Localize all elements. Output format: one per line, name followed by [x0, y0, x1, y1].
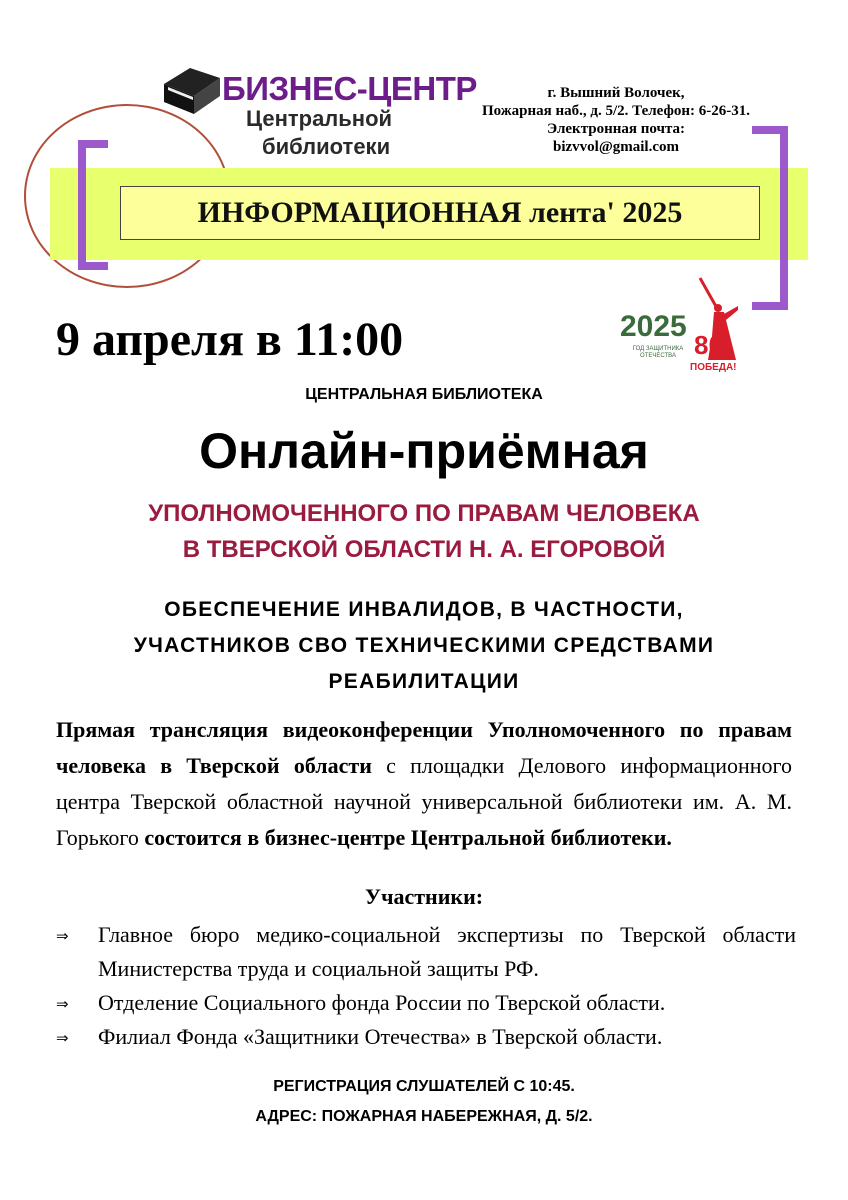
- body-normal-1: с площадки Делового информационного центра Тверской областной научной универсальной библиотеки им. А. М. Горького: [56, 753, 792, 850]
- contacts-email-label: Электронная почта:: [547, 121, 685, 137]
- logo-subtitle-line2: библиотеки: [262, 134, 391, 159]
- body-paragraph: [56, 712, 792, 856]
- subtitle-line1: УПОЛНОМОЧЕННОГО ПО ПРАВАМ ЧЕЛОВЕКА: [148, 500, 700, 527]
- topic-line1: ОБЕСПЕЧЕНИЕ ИНВАЛИДОВ, В ЧАСТНОСТИ,: [164, 598, 684, 621]
- emblem-80: 80: [694, 330, 723, 360]
- arrow-right-icon: ⇒: [56, 927, 69, 945]
- subtitle-line2: В ТВЕРСКОЙ ОБЛАСТИ Н. А. ЕГОРОВОЙ: [182, 536, 666, 563]
- event-subtitle: [0, 496, 848, 568]
- page-title: Онлайн-приёмная: [199, 423, 649, 479]
- contacts-email: bizvvol@gmail.com: [552, 139, 680, 155]
- arrow-right-icon: ⇒: [56, 995, 69, 1013]
- left-bracket: [78, 140, 108, 270]
- contacts-city: г. Вышний Волочек,: [547, 85, 685, 101]
- arrow-right-icon: ⇒: [56, 1029, 69, 1047]
- info-ribbon: ИНФОРМАЦИОННАЯ лента' 2025: [120, 186, 760, 240]
- event-topic: [40, 592, 808, 700]
- emblem-year: 2025: [620, 310, 687, 343]
- footer-info: [0, 1072, 848, 1132]
- topic-line2: УЧАСТНИКОВ СВО ТЕХНИЧЕСКИМИ СРЕДСТВАМИ: [133, 634, 715, 657]
- logo-subtitle-line1: Центральной: [246, 106, 393, 131]
- emblem-text: ГОД ЗАЩИТНИКА ОТЕЧЕСТВА: [632, 346, 684, 359]
- list-item: [56, 986, 796, 1020]
- topic-line3: РЕАБИЛИТАЦИИ: [328, 670, 520, 693]
- event-date: 9 апреля в 11:00: [56, 313, 404, 366]
- event-address: АДРЕС: ПОЖАРНАЯ НАБЕРЕЖНАЯ, Д. 5/2.: [255, 1108, 593, 1125]
- list-item-text: Отделение Социального фонда России по Тверской области.: [98, 990, 666, 1015]
- list-item-text: Главное бюро медико-социальной экспертизы по Тверской области Министерства труда и социальной защиты РФ.: [98, 922, 796, 981]
- body-bold-2: состоится в бизнес-центре Центральной библиотеки.: [144, 825, 672, 850]
- logo-title: БИЗНЕС-ЦЕНТР: [222, 70, 477, 107]
- list-item: [56, 1020, 796, 1054]
- contacts-block: [440, 84, 792, 156]
- organizer: ЦЕНТРАЛЬНАЯ БИБЛИОТЕКА: [305, 386, 543, 403]
- participants-list: [56, 918, 796, 1054]
- book-icon: [160, 66, 222, 116]
- body-bold-1: Прямая трансляция видеоконференции Уполномоченного по правам человека в Тверской области: [56, 717, 792, 778]
- list-item: [56, 918, 796, 986]
- emblem-victory: ПОБЕДА!: [690, 362, 737, 373]
- registration-time: РЕГИСТРАЦИЯ СЛУШАТЕЛЕЙ С 10:45.: [273, 1078, 575, 1095]
- contacts-address: Пожарная наб., д. 5/2. Телефон: 6-26-31.: [481, 103, 751, 119]
- participants-title: Участники:: [364, 884, 484, 909]
- list-item-text: Филиал Фонда «Защитники Отечества» в Тверской области.: [98, 1024, 663, 1049]
